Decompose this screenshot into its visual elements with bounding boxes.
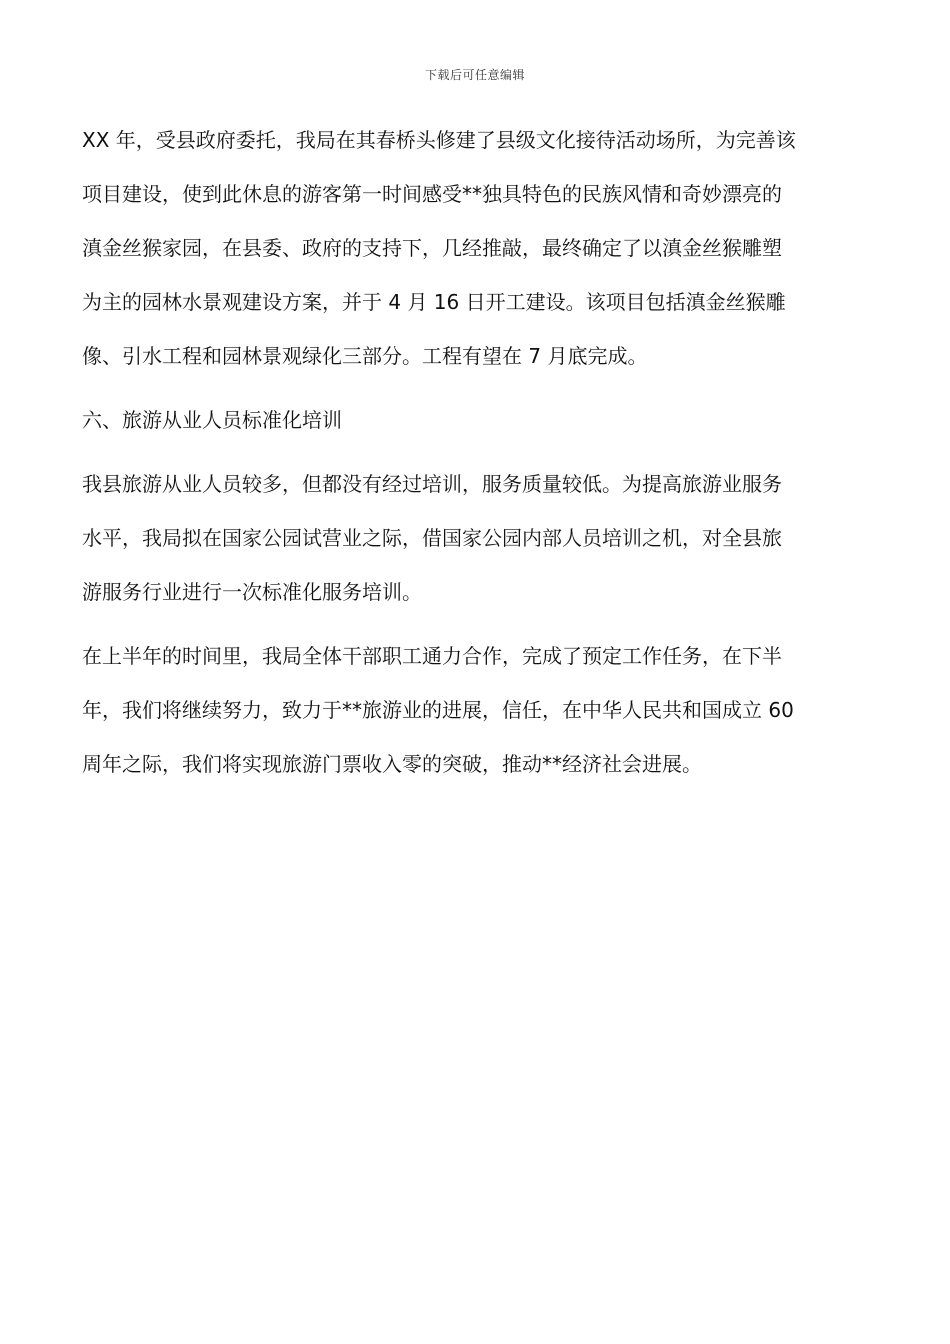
paragraph-summary (82, 629, 872, 791)
text-line: 我县旅游从业人员较多，但都没有经过培训，服务质量较低。为提高旅游业服务 (82, 472, 782, 496)
text-line: XX 年，受县政府委托，我局在其春桥头修建了县级文化接待活动场所，为完善该 (82, 128, 796, 152)
text-line: 年，我们将继续努力，致力于**旅游业的进展，信任，在中华人民共和国成立 60 (82, 698, 794, 722)
paragraph-training (82, 457, 872, 619)
page-header: 下载后可任意编辑 (424, 68, 525, 82)
text-line: 周年之际，我们将实现旅游门票收入零的突破，推动**经济社会进展。 (82, 752, 702, 776)
text-line: 在上半年的时间里，我局全体干部职工通力合作，完成了预定工作任务，在下半 (82, 644, 782, 668)
text-line: 游服务行业进行一次标准化服务培训。 (82, 580, 422, 604)
paragraph-project (82, 113, 872, 383)
document-body (82, 113, 872, 791)
text-line: 项目建设，使到此休息的游客第一时间感受**独具特色的民族风情和奇妙漂亮的 (82, 182, 782, 206)
section-heading (82, 393, 872, 447)
text-line: 为主的园林水景观建设方案，并于 4 月 16 日开工建设。该项目包括滇金丝猴雕 (82, 290, 786, 314)
text-line: 滇金丝猴家园，在县委、政府的支持下，几经推敲，最终确定了以滇金丝猴雕塑 (82, 236, 782, 260)
heading-line: 六、旅游从业人员标准化培训 (82, 408, 342, 432)
text-line: 像、引水工程和园林景观绿化三部分。工程有望在 7 月底完成。 (82, 344, 648, 368)
text-line: 水平，我局拟在国家公园试营业之际，借国家公园内部人员培训之机，对全县旅 (82, 526, 782, 550)
